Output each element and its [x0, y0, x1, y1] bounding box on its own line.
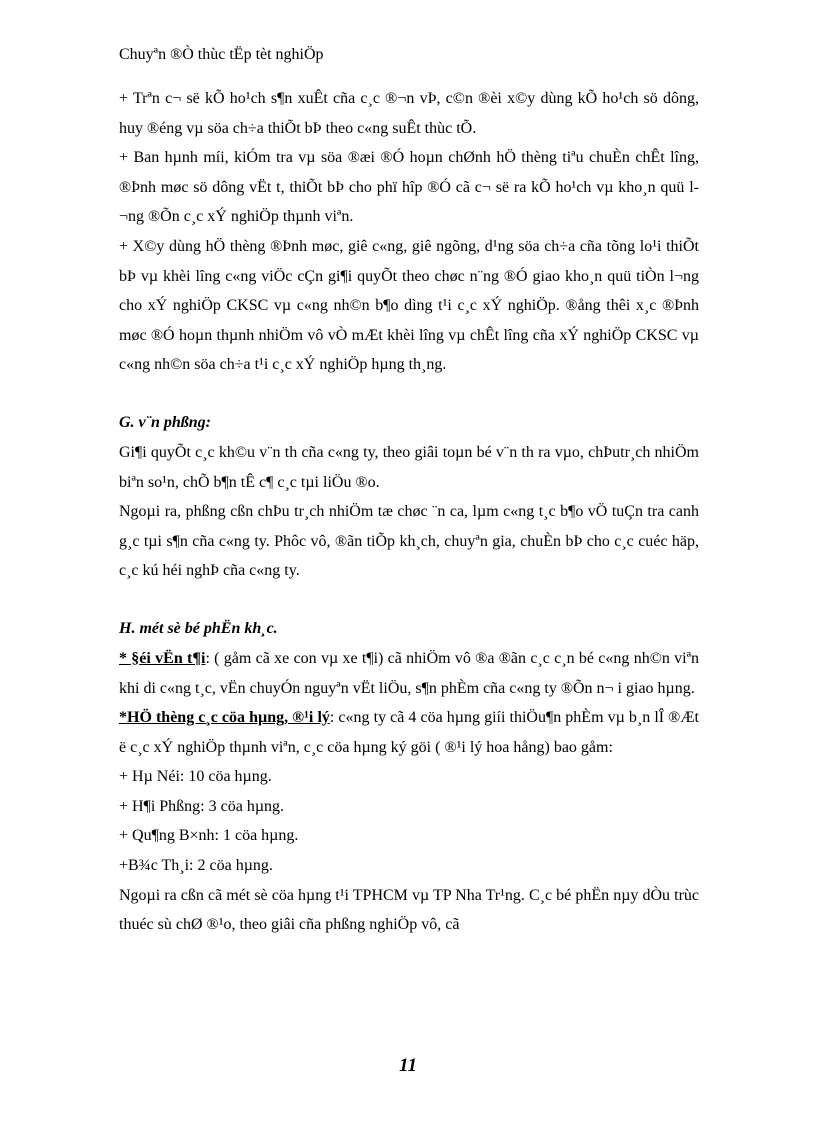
store-line-2: + H¶i Phßng: 3 cöa hµng. — [119, 797, 285, 815]
store-line-3: + Qu¶ng B×nh: 1 cöa hµng. — [119, 827, 299, 845]
intro-paragraph-2: + Ban hµnh míi, kiÓm tra vµ söa ®æi ®Ó hoµn chØnh hÖ thèng tiªu chuÈn chÊt lîng, ®Þnh møc sö dông vËt t, thiÕt bÞ cho phï hîp ®Ó cã c¬ së ra kÕ ho¹ch vµ kho¸n quü l¬ng ®Õn c¸c xÝ nghiÖp thµnh viªn. — [119, 149, 699, 226]
store-line-1: + Hµ Néi: 10 cöa hµng. — [119, 768, 272, 786]
store-line-4: +B¾c Th¸i: 2 cöa hµng. — [119, 857, 273, 875]
section-g-paragraph-1: Gi¶i quyÕt c¸c kh©u v¨n th cña c«ng ty, theo giâi toµn bé v¨n th ra vµo, chÞutr¸ch nhiÖm biªn so¹n, chÕ b¶n tÊ c¶ c¸c tµi liÖu ®o. — [119, 443, 699, 491]
section-h-item-transport — [119, 644, 699, 703]
transport-text: : ( gåm cã xe con vµ xe t¶i) cã nhiÖm vô ®a ®ãn c¸c c¸n bé c«ng nh©n viªn khi di c«ng t¸c, vËn chuyÓn nguyªn vËt liÖu, s¶n phÈm cña c«ng ty ®Õn n¬ i giao hµng. — [119, 649, 700, 697]
section-g-paragraph-2: Ngoµi ra, phßng cßn chÞu tr¸ch nhiÖm tæ chøc ¨n ca, lµm c«ng t¸c b¶o vÖ tuÇn tra canh g¸c tµi s¶n cña c«ng ty. Phôc vô, ®ãn tiÕp kh¸ch, chuyªn gia, chuÈn bÞ cho c¸c cuéc häp, c¸c kú héi nghÞ cña c«ng ty. — [119, 503, 699, 580]
page-number: 11 — [399, 1055, 417, 1076]
closing-paragraph: Ngoµi ra cßn cã mét sè cöa hµng t¹i TPHCM vµ TP Nha Tr¹ng. C¸c bé phËn nµy dÒu trùc thuéc sù chØ ®¹o, theo giâi cña phßng nghiÖp vô, cã — [119, 886, 699, 934]
stores-text: : c«ng ty cã 4 cöa hµng giíi thiÖu¶n phÈm vµ b¸n lÎ ®Æt ë c¸c xÝ nghiÖp thµnh viªn, c¸c cöa hµng ký göi ( ®¹i lý hoa hång) bao gåm: — [119, 709, 700, 756]
section-h-item-stores — [119, 703, 699, 762]
document-page — [119, 40, 699, 940]
document-header: Chuyªn ®Ò thùc tËp tèt nghiÖp — [119, 46, 324, 63]
intro-paragraph-3: + X©y dùng hÖ thèng ®Þnh møc, giê c«ng, giê ngõng, d¹ng söa ch÷a cña tõng lo¹i thiÕt bÞ vµ khèi lîng c«ng viÖc cÇn gi¶i quyÕt theo chøc n¨ng ®Ó giao kho¸n quü tiÒn l¬ng cho xÝ nghiÖp CKSC vµ c«ng nh©n b¶o dìng t¹i c¸c xÝ nghiÖp. ®ång thêi x¸c ®Þnh møc ®Ó hoµn thµnh nhiÖm vô vÒ mÆt khèi lîng vµ chÊt lîng cña xÝ nghiÖp CKSC vµ c«ng nh©n söa ch÷a t¹i c¸c xÝ nghiÖp hµng th¸ng. — [119, 237, 699, 374]
stores-label: *HÖ thèng c¸c cöa hµng, ®¹i lý — [119, 709, 330, 727]
section-g-title: G. v¨n phßng: — [119, 413, 212, 431]
transport-label: * §éi vËn t¶i — [119, 649, 206, 667]
section-h-title: H. mét sè bé phËn kh¸c. — [119, 619, 278, 637]
intro-paragraph-1: + Trªn c¬ së kÕ ho¹ch s¶n xuÊt cña c¸c ®¬n vÞ, c©n ®èi x©y dùng kÕ ho¹ch sö dông, huy ®éng vµ söa ch÷a thiÕt bÞ theo c«ng suÊt thùc tÕ. — [119, 90, 699, 137]
